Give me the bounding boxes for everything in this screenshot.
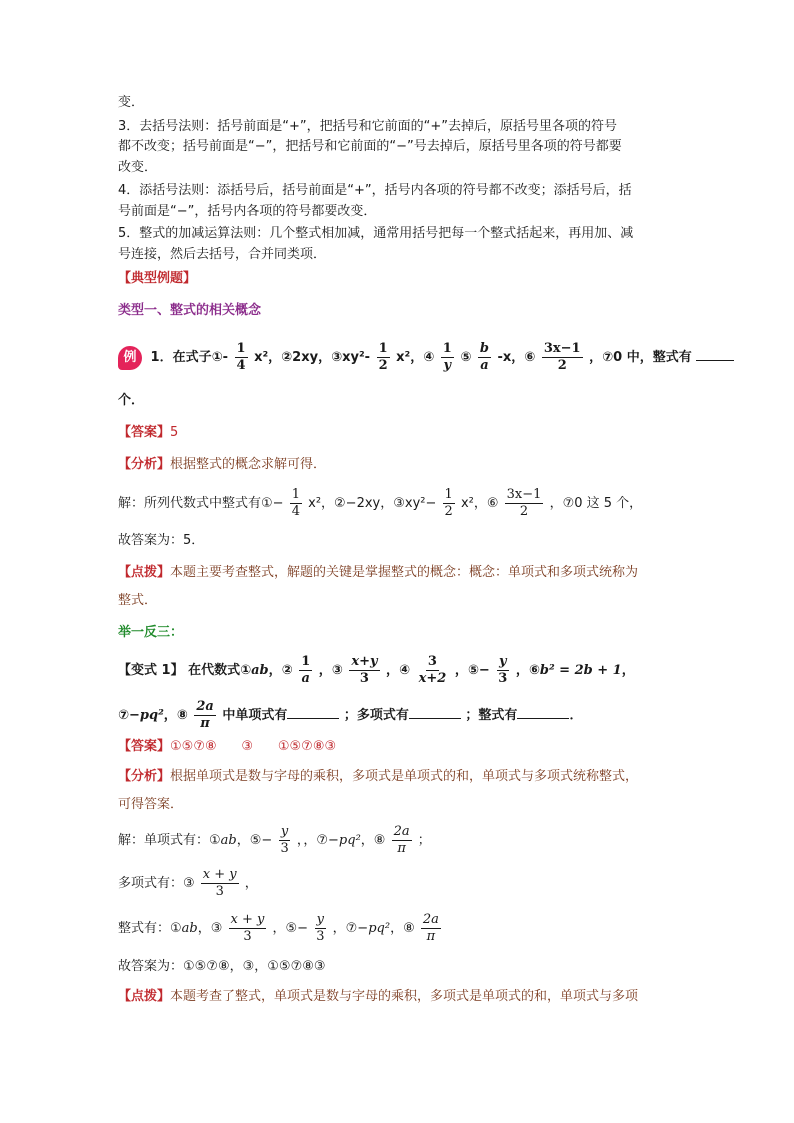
variant-1-question-line-1: 【变式 1】 在代数式①ab，② $\frac{1}{a}$ ，③ $\frac{x+y}{3}$ ，④ $\frac{3}{x+2}$ ，⑤− $\frac{y}{3}$ ，⑥b² = 2b + 1，	[118, 654, 635, 686]
example-1-therefore: 故答案为：5．	[118, 533, 205, 548]
rule-5-line-2: 号连接，然后去括号，合并同类项．	[118, 247, 327, 262]
variant-1-analysis-cont: 可得答案．	[118, 797, 184, 812]
variant-1-question-line-2: ⑦−pq²，⑧ $\frac{2a}{\pi}$ 中单项式有 ；多项式有 ；整式有 ．	[118, 699, 583, 731]
heading-practice: 举一反三：	[118, 625, 184, 640]
example-1-solution: 解：所列代数式中整式有①− $\frac{1}{4}$ x²，②−2xy，③xy²− $\frac{1}{2}$ x²，⑥ $\frac{3x-1}{2}$ ，⑦0 这 5 个，	[118, 487, 643, 519]
example-1-question: 例 1．在式子①- $\frac{1}{4}$ x²，②2xy，③xy²- $\frac{1}{2}$ x²，④ $\frac{1}{y}$ ⑤ $\frac{b}{a}$ -x，⑥ $\frac{3x-1}{2}$ ，⑦0 中，整式有	[118, 338, 678, 378]
fraction: $\frac{1}{4}$	[236, 341, 246, 373]
fraction: $\frac{1}{4}$	[291, 487, 300, 519]
variant-1-polynomials: 多项式有：③ $\frac{x + y}{3}$ ，	[118, 867, 258, 899]
fraction: $\frac{2a}{\pi}$	[422, 912, 439, 944]
variant-1-tip: 【点拨】本题考查了整式，单项式是数与字母的乘积，多项式是单项式的和，单项式与多项	[118, 989, 639, 1004]
answer-blank-monomials	[287, 704, 339, 719]
variant-1-answer: 【答案】①⑤⑦⑧ ③ ①⑤⑦⑧③	[118, 739, 337, 754]
fraction: $\frac{x + y}{3}$	[230, 912, 265, 944]
fraction: $\frac{x+y}{3}$	[351, 654, 378, 686]
fraction: $\frac{3x-1}{2}$	[543, 341, 581, 373]
example-1-analysis: 【分析】根据整式的概念求解可得．	[118, 457, 327, 472]
variant-1-integral: 整式有：①ab，③ $\frac{x + y}{3}$ ，⑤− $\frac{y}{3}$ ，⑦−pq²，⑧ $\frac{2a}{\pi}$	[118, 912, 439, 944]
rule-5-line-1: 5．整式的加减运算法则：几个整式相加减，通常用括号把每一个整式括起来，再用加、减	[118, 226, 634, 241]
fraction: $\frac{b}{a}$	[479, 341, 489, 373]
fraction: $\frac{3x-1}{2}$	[506, 487, 542, 519]
fraction: $\frac{2a}{\pi}$	[393, 824, 410, 856]
fraction: $\frac{1}{2}$	[444, 487, 453, 519]
variant-1-therefore: 故答案为：①⑤⑦⑧，③，①⑤⑦⑧③	[118, 959, 326, 974]
variant-1-monomials: 解：单项式有：①ab，⑤− $\frac{y}{3}$ ，，⑦−pq²，⑧ $\frac{2a}{\pi}$ ；	[118, 824, 431, 856]
heading-typical-examples: 【典型例题】	[118, 271, 197, 286]
fraction: $\frac{x + y}{3}$	[202, 867, 237, 899]
rule-3-line-2: 都不改变；括号前面是“−”，把括号和它前面的“−”号去掉后，原括号里各项的符号都要	[118, 139, 622, 154]
fraction: $\frac{1}{2}$	[378, 341, 388, 373]
answer-blank	[696, 346, 734, 361]
fraction: $\frac{y}{3}$	[280, 824, 289, 856]
rule-4-line-1: 4．添括号法则：添括号后，括号前面是“+”，括号内各项的符号都不改变；添括号后，括	[118, 183, 632, 198]
heading-type-1: 类型一、整式的相关概念	[118, 303, 262, 318]
text-line: 变．	[118, 95, 145, 110]
fraction: $\frac{2a}{\pi}$	[196, 699, 214, 731]
rule-3-line-1: 3．去括号法则：括号前面是“+”，把括号和它前面的“+”去掉后，原括号里各项的符号	[118, 119, 617, 134]
fraction: $\frac{y}{3}$	[316, 912, 325, 944]
example-1-answer: 【答案】5	[118, 425, 179, 440]
example-badge: 例	[118, 346, 142, 370]
variant-1-analysis: 【分析】根据单项式是数与字母的乘积，多项式是单项式的和，单项式与多项式统称整式，	[118, 769, 639, 784]
answer-blank-polynomials	[409, 704, 461, 719]
fraction: $\frac{1}{y}$	[442, 341, 452, 373]
fraction: $\frac{3}{x+2}$	[418, 654, 447, 686]
fraction: $\frac{1}{a}$	[301, 654, 311, 686]
fraction: $\frac{y}{3}$	[498, 654, 508, 686]
rule-3-line-3: 改变．	[118, 160, 158, 175]
rule-4-line-2: 号前面是“−”，括号内各项的符号都要改变．	[118, 204, 377, 219]
example-1-tip-cont: 整式．	[118, 593, 158, 608]
answer-blank-integral	[517, 704, 569, 719]
example-1-tip: 【点拨】本题主要考查整式，解题的关键是掌握整式的概念：概念：单项式和多项式统称为	[118, 565, 639, 580]
example-1-suffix: 个．	[118, 393, 145, 408]
